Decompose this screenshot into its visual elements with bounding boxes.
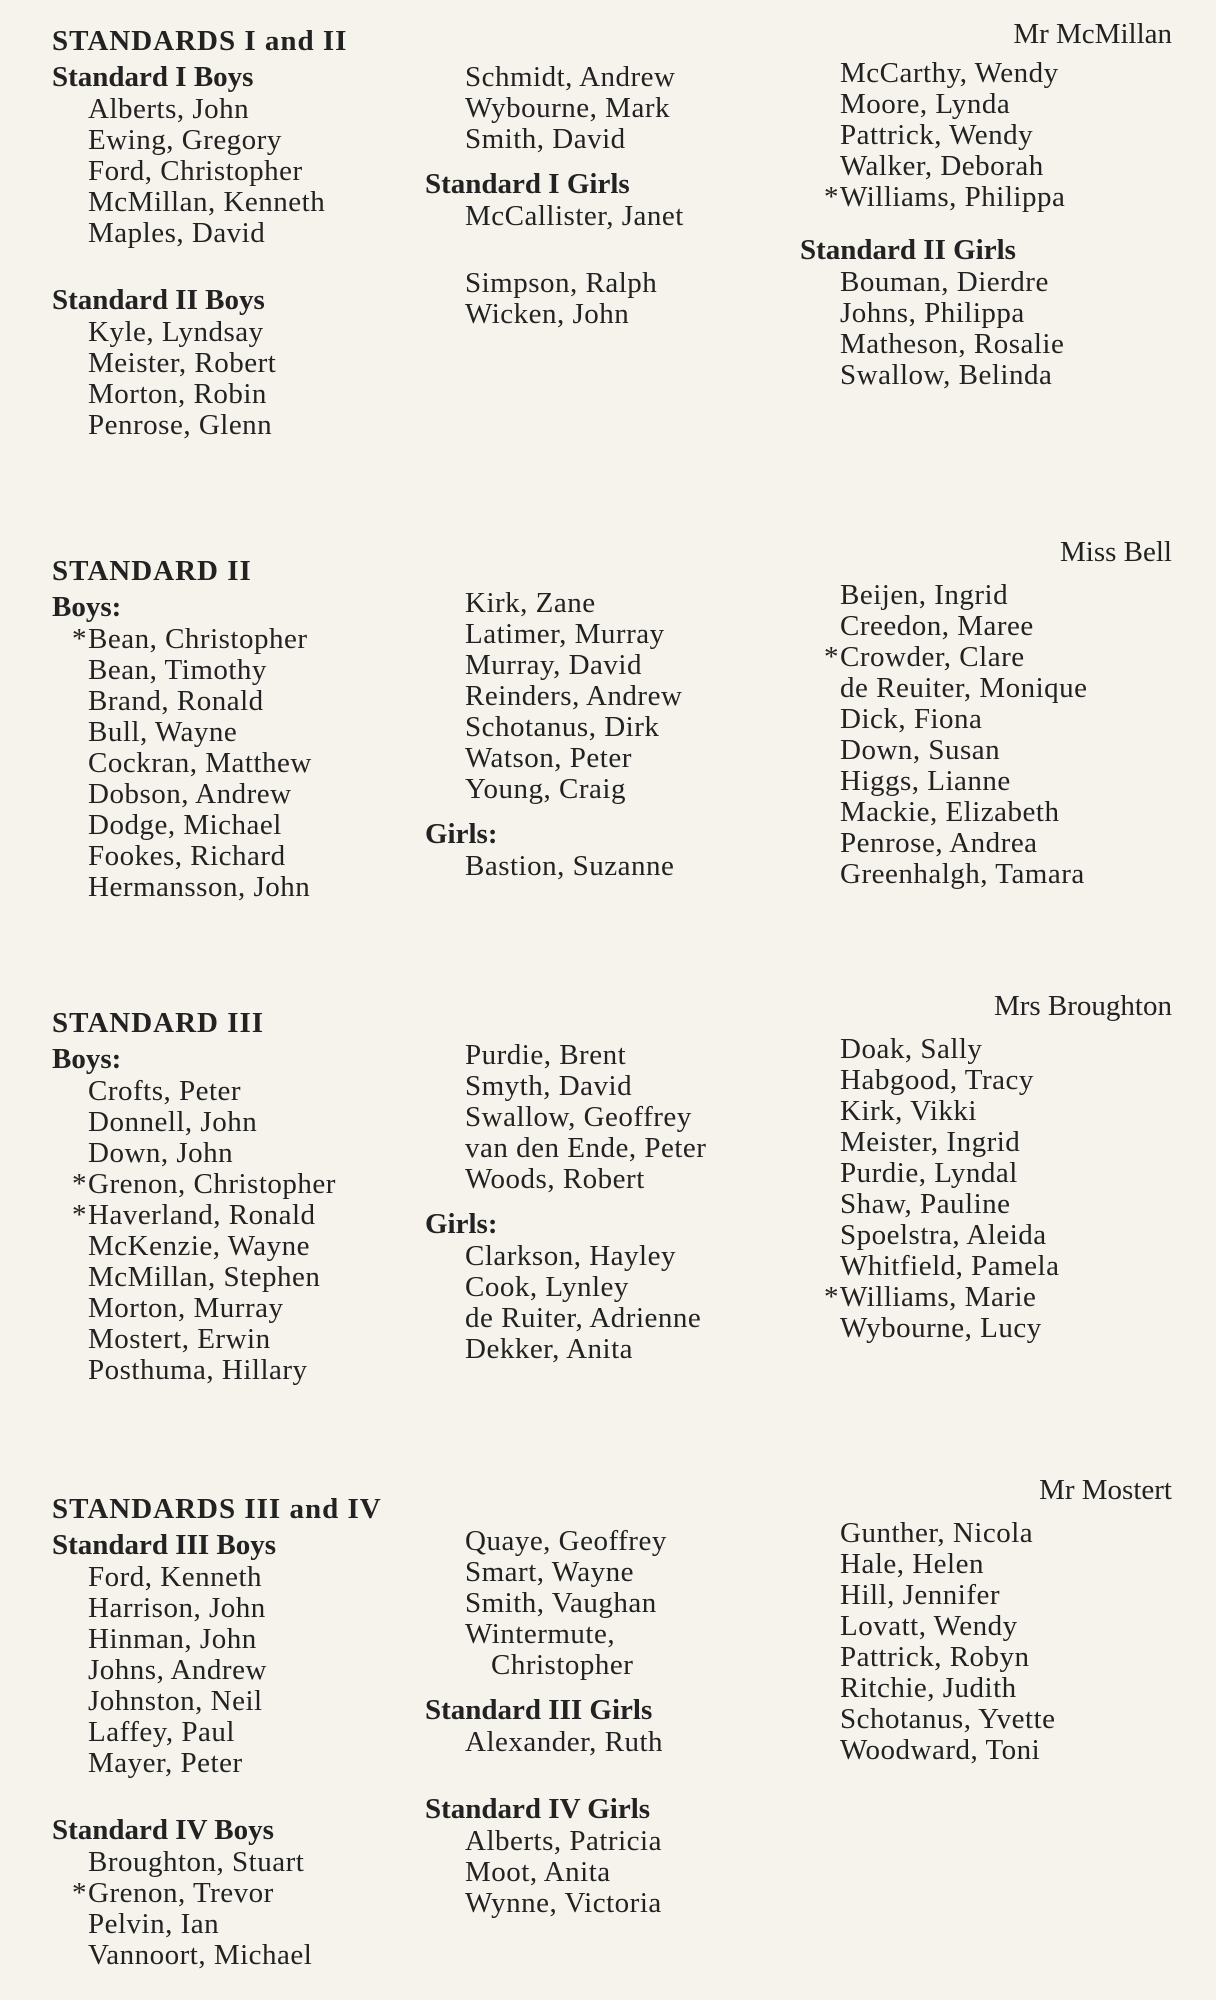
name-list (800, 1034, 1060, 1344)
name-list (52, 1562, 382, 1779)
student-name: Wynne, Victoria (465, 1887, 662, 1919)
student-name: Mostert, Erwin (88, 1323, 271, 1355)
name-list (425, 1526, 667, 1681)
name-list (425, 851, 682, 882)
student-name: Christopher (491, 1649, 634, 1681)
student-name: Moore, Lynda (840, 88, 1011, 120)
student-name: Alberts, Patricia (465, 1825, 662, 1857)
student-name: Dobson, Andrew (88, 778, 292, 810)
student-name: Crofts, Peter (88, 1075, 242, 1107)
student-name: McKenzie, Wayne (88, 1230, 311, 1262)
group-standard-1-girls (425, 169, 684, 232)
group-girls-cont (800, 1518, 1056, 1766)
student-name: * Grenon, Christopher (72, 1168, 336, 1200)
teacher-name: Mrs Broughton (993, 990, 1172, 1022)
column-2 (425, 62, 684, 330)
section-title: STANDARD III (52, 1007, 265, 1039)
name-list (800, 267, 1065, 391)
student-name: Fookes, Richard (88, 840, 286, 872)
student-name: Kirk, Zane (465, 587, 596, 619)
name-list (425, 1241, 706, 1365)
column-2 (425, 1526, 667, 1919)
student-name: Moot, Anita (465, 1856, 611, 1888)
student-name: Clarkson, Hayley (465, 1240, 676, 1272)
student-name: Bouman, Dierdre (840, 266, 1049, 298)
column-1 (52, 1492, 382, 1971)
student-name: Meister, Ingrid (840, 1126, 1021, 1158)
student-name: Smyth, David (465, 1070, 633, 1102)
name-list (425, 1727, 667, 1758)
student-name: Harrison, John (88, 1592, 266, 1624)
student-name: Schotanus, Yvette (840, 1703, 1056, 1735)
column-3 (800, 1518, 1056, 1766)
name-list (425, 201, 684, 232)
student-name: Spoelstra, Aleida (840, 1219, 1047, 1251)
student-name: Dodge, Michael (88, 809, 282, 841)
name-list (52, 1076, 336, 1386)
name-list (425, 1826, 667, 1919)
section-title: STANDARD II (52, 555, 252, 587)
group-boys-cont (425, 1040, 706, 1195)
student-name: Greenhalgh, Tamara (840, 858, 1085, 890)
student-name: Vannoort, Michael (88, 1939, 313, 1971)
student-name: Lovatt, Wendy (840, 1610, 1018, 1642)
student-name: Johnston, Neil (88, 1685, 263, 1717)
name-list (800, 58, 1065, 213)
student-name: Penrose, Andrea (840, 827, 1038, 859)
column-1 (52, 554, 312, 903)
student-name: Dekker, Anita (465, 1333, 634, 1365)
group-heading: Boys: (52, 1043, 122, 1075)
student-name: Gunther, Nicola (840, 1517, 1034, 1549)
student-name: Latimer, Murray (465, 618, 665, 650)
student-name: Doak, Sally (840, 1033, 983, 1065)
group-girls-cont (800, 1034, 1060, 1344)
student-name: Down, Susan (840, 734, 1001, 766)
student-name: Pattrick, Wendy (840, 119, 1034, 151)
student-name: Walker, Deborah (840, 150, 1044, 182)
student-name: Swallow, Belinda (840, 359, 1053, 391)
student-name: * Williams, Marie (824, 1281, 1037, 1313)
name-list (52, 94, 347, 249)
student-name: Wicken, John (465, 298, 630, 330)
student-name: Mackie, Elizabeth (840, 796, 1060, 828)
student-name: Ritchie, Judith (840, 1672, 1017, 1704)
student-name: Schmidt, Andrew (465, 61, 676, 93)
student-name: Reinders, Andrew (465, 680, 683, 712)
group-standard-3-girls (425, 1695, 667, 1758)
student-name: Kyle, Lyndsay (88, 316, 264, 348)
student-name: Shaw, Pauline (840, 1188, 1011, 1220)
teacher-name: Miss Bell (1060, 536, 1172, 568)
student-name: Quaye, Geoffrey (465, 1525, 667, 1557)
group-standard-2-boys (52, 285, 347, 441)
student-name: Simpson, Ralph (465, 267, 658, 299)
student-name: Mayer, Peter (88, 1747, 243, 1779)
name-list (425, 268, 684, 330)
student-name: Woodward, Toni (840, 1734, 1041, 1766)
student-name: McMillan, Stephen (88, 1261, 321, 1293)
student-name: Johns, Andrew (88, 1654, 267, 1686)
name-list (425, 1040, 706, 1195)
student-name: Whitfield, Pamela (840, 1250, 1060, 1282)
student-name: Habgood, Tracy (840, 1064, 1034, 1096)
group-heading: Standard III Girls (425, 1694, 653, 1726)
student-name: Wybourne, Lucy (840, 1312, 1042, 1344)
group-girls-cont (800, 580, 1088, 890)
student-name: Down, John (88, 1137, 234, 1169)
student-name: Posthuma, Hillary (88, 1354, 308, 1386)
group-girls (425, 1209, 706, 1365)
name-list (800, 580, 1088, 890)
student-name: Creedon, Maree (840, 610, 1034, 642)
student-name: Donnell, John (88, 1106, 258, 1138)
student-name: Murray, David (465, 649, 642, 681)
student-name: Purdie, Brent (465, 1039, 627, 1071)
student-name: * Crowder, Clare (824, 641, 1025, 673)
group-heading: Girls: (425, 1208, 498, 1240)
student-name: Hill, Jennifer (840, 1579, 1001, 1611)
student-name: Swallow, Geoffrey (465, 1101, 692, 1133)
group-standard-1-boys (52, 62, 347, 249)
student-name: Bastion, Suzanne (465, 850, 675, 882)
name-list (425, 62, 684, 155)
name-list (52, 1847, 382, 1971)
name-list (425, 588, 682, 805)
group-standard-1-girls-cont (800, 58, 1065, 213)
group-heading: Standard IV Girls (425, 1793, 651, 1825)
student-name: McCallister, Janet (465, 200, 684, 232)
name-list (52, 624, 312, 903)
student-name: Morton, Robin (88, 378, 267, 410)
group-heading: Standard II Boys (52, 284, 265, 316)
student-name: Morton, Murray (88, 1292, 284, 1324)
name-list (52, 317, 347, 441)
teacher-name: Mr Mostert (1039, 1474, 1172, 1506)
student-name: Alexander, Ruth (465, 1726, 664, 1758)
student-name: Cockran, Matthew (88, 747, 312, 779)
section-title: STANDARDS III and IV (52, 1493, 382, 1525)
student-name: Johns, Philippa (840, 297, 1025, 329)
group-standard-3-boys (52, 1530, 382, 1779)
student-name: Smart, Wayne (465, 1556, 635, 1588)
student-name: Wybourne, Mark (465, 92, 670, 124)
column-1 (52, 1006, 336, 1386)
column-1 (52, 24, 347, 441)
student-name: de Reuiter, Monique (840, 672, 1088, 704)
student-name: de Ruiter, Adrienne (465, 1302, 702, 1334)
student-name: Alberts, John (88, 93, 250, 125)
column-3 (800, 1034, 1060, 1344)
group-standard-2-boys-cont (425, 268, 684, 330)
student-name: Kirk, Vikki (840, 1095, 977, 1127)
student-name: Matheson, Rosalie (840, 328, 1065, 360)
group-heading: Boys: (52, 591, 122, 623)
student-name: * Williams, Philippa (824, 181, 1066, 213)
student-name: Bull, Wayne (88, 716, 238, 748)
student-name: Ford, Christopher (88, 155, 303, 187)
student-name: Woods, Robert (465, 1163, 645, 1195)
student-name: Pelvin, Ian (88, 1908, 220, 1940)
name-list (800, 1518, 1056, 1766)
student-name: Pattrick, Robyn (840, 1641, 1030, 1673)
teacher-name: Mr McMillan (1013, 18, 1172, 50)
student-name: Smith, Vaughan (465, 1587, 657, 1619)
student-name: Wintermute, (465, 1618, 616, 1650)
group-heading: Standard I Boys (52, 61, 254, 93)
group-standard-4-boys (52, 1815, 382, 1971)
student-name: Beijen, Ingrid (840, 579, 1009, 611)
group-heading: Girls: (425, 818, 498, 850)
column-3 (800, 58, 1065, 391)
section-title: STANDARDS I and II (52, 25, 348, 57)
student-name: Watson, Peter (465, 742, 632, 774)
group-heading: Standard I Girls (425, 168, 630, 200)
column-2 (425, 1040, 706, 1365)
column-2 (425, 588, 682, 882)
group-standard-2-girls (800, 235, 1065, 391)
student-name: Bean, Timothy (88, 654, 267, 686)
student-name: McMillan, Kenneth (88, 186, 326, 218)
student-name: Meister, Robert (88, 347, 277, 379)
student-name: Young, Craig (465, 773, 626, 805)
student-name: Hermansson, John (88, 871, 311, 903)
group-standard-3-boys-cont (425, 1526, 667, 1681)
student-name: Dick, Fiona (840, 703, 983, 735)
student-name: * Haverland, Ronald (72, 1199, 316, 1231)
student-name: van den Ende, Peter (465, 1132, 707, 1164)
student-name: * Grenon, Trevor (72, 1877, 274, 1909)
student-name: Cook, Lynley (465, 1271, 629, 1303)
student-name: Laffey, Paul (88, 1716, 235, 1748)
student-name: McCarthy, Wendy (840, 57, 1059, 89)
student-name: Ford, Kenneth (88, 1561, 263, 1593)
group-standard-1-boys-cont (425, 62, 684, 155)
group-standard-4-girls (425, 1794, 667, 1919)
student-name: Brand, Ronald (88, 685, 264, 717)
student-name: Broughton, Stuart (88, 1846, 305, 1878)
student-name: Schotanus, Dirk (465, 711, 660, 743)
student-name: Penrose, Glenn (88, 409, 273, 441)
student-name: Purdie, Lyndal (840, 1157, 1018, 1189)
group-heading: Standard III Boys (52, 1529, 277, 1561)
student-name: Hale, Helen (840, 1548, 984, 1580)
student-name: Higgs, Lianne (840, 765, 1011, 797)
group-girls (425, 819, 682, 882)
group-heading: Standard II Girls (800, 234, 1016, 266)
student-name: Hinman, John (88, 1623, 257, 1655)
student-name: * Bean, Christopher (72, 623, 308, 655)
column-3 (800, 580, 1088, 890)
group-heading: Standard IV Boys (52, 1814, 274, 1846)
group-boys (52, 592, 312, 903)
student-name: Smith, David (465, 123, 626, 155)
group-boys-cont (425, 588, 682, 805)
student-name: Maples, David (88, 217, 266, 249)
student-name: Ewing, Gregory (88, 124, 282, 156)
group-boys (52, 1044, 336, 1386)
